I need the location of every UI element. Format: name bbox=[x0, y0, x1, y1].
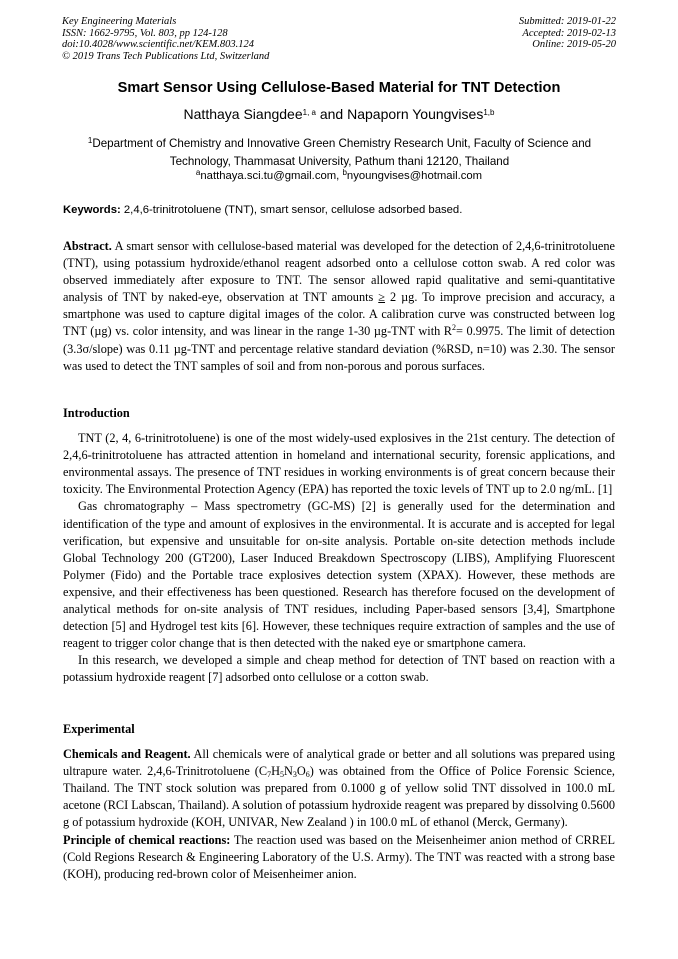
experimental-heading: Experimental bbox=[63, 722, 135, 736]
formula-sub-n: 3 bbox=[292, 770, 297, 780]
principle-text: The reaction used was based on the Meisenheimer anion method of CRREL (Cold Regions Research & Engineering Laboratory of the U.S. Army). The TNT was reacted with a strong base (KOH), producing red-brown color of Meisenheimer anion. bbox=[63, 832, 615, 881]
affiliation-mark: 1 bbox=[87, 136, 93, 145]
accepted-date: Accepted: 2019-02-13 bbox=[522, 27, 616, 39]
abstract-section bbox=[63, 238, 615, 375]
journal-doi: doi:10.4028/www.scientific.net/KEM.803.124 bbox=[62, 39, 254, 51]
experimental-section bbox=[63, 721, 615, 883]
abstract-paragraph bbox=[63, 238, 615, 375]
abstract-ge-symbol: ≥ bbox=[378, 290, 386, 305]
principle-label: Principle of chemical reactions: bbox=[63, 832, 231, 847]
author-2: Napaporn Youngvises bbox=[347, 106, 484, 122]
chemicals-text-1: All chemicals were of analytical grade or better and all solutions was prepared using ultrapure water. 2,4,6-Trinitrotoluene (C bbox=[63, 747, 615, 779]
journal-issn: ISSN: 1662-9795, Vol. 803, pp 124-128 bbox=[62, 27, 228, 39]
principle-paragraph bbox=[63, 832, 615, 883]
keywords-text: 2,4,6-trinitrotoluene (TNT), smart sensor, cellulose adsorbed based. bbox=[120, 204, 463, 216]
journal-header-left bbox=[62, 16, 269, 62]
introduction-paragraph-1: TNT (2, 4, 6-trinitrotoluene) is one of the most widely-used explosives in the 21st century. The detection of 2,4,6-trinitrotoluene has attracted attention in homeland and international security, forensic applications, and environmental assays. The presence of TNT residues in working environments is of great concern because their toxicity. The Environmental Protection Agency (EPA) has reported the toxic levels of TNT up to 2.0 ng/mL. [1] bbox=[63, 431, 615, 497]
introduction-paragraph-3: In this research, we developed a simple and cheap method for detection of TNT based on reaction with a potassium hydroxide reagent [7] adsorbed onto cellulose or a cotton swab. bbox=[63, 653, 615, 685]
chemicals-paragraph bbox=[63, 746, 615, 831]
affiliation-text: Department of Chemistry and Innovative Green Chemistry Research Unit, Faculty of Science and Technology, Thammasat University, Pathum thani 12120, Thailand bbox=[92, 137, 592, 168]
submitted-date: Submitted: 2019-01-22 bbox=[518, 16, 616, 27]
keywords bbox=[63, 204, 623, 216]
abstract-r2-sup: 2 bbox=[452, 323, 457, 333]
paper-title: Smart Sensor Using Cellulose-Based Material for TNT Detection bbox=[117, 80, 561, 96]
journal-copyright: © 2019 Trans Tech Publications Ltd, Switzerland bbox=[62, 50, 270, 62]
keywords-label: Keywords: bbox=[63, 204, 121, 216]
formula-sub-h: 5 bbox=[279, 770, 284, 780]
chemicals-text-2: ) was obtained from the Office of Police Forensic Science, Thailand. The TNT stock solution was prepared from 0.1000 g of yellow solid TNT dissolved in 100.0 mL acetone (RCI Labscan, Thailand). A solution of potassium hydroxide reagent was prepared by dissolving 0.5600 g of potassium hydroxide (KOH, UNIVAR, New Zealand ) in 100.0 mL of ethanol (Merck, Germany). bbox=[63, 764, 615, 830]
author-2-affiliation-mark: 1,b bbox=[483, 108, 495, 117]
author-line bbox=[0, 106, 678, 122]
abstract-text-1: A smart sensor with cellulose-based material was developed for the detection of 2,4,6-trinitrotoluene (TNT), using potassium hydroxide/ethanol reagent adsorbed onto a cellulose cotton swab. A red color was observed immediately after exposure to TNT. The sensor allowed rapid qualitative and semi-quantitative analysis of TNT by naked-eye, observation at TNT amounts bbox=[63, 239, 615, 305]
chemicals-label: Chemicals and Reagent. bbox=[63, 747, 191, 762]
online-date: Online: 2019-05-20 bbox=[532, 39, 616, 51]
introduction-paragraph-2: Gas chromatography – Mass spectrometry (GC-MS) [2] is generally used for the determination and identification of the type and amount of explosives in the environmental. It is accurate and is accepted for legal verification, but expensive and unsuitable for on-site analysis. Portable on-site detection methods include Global Technology 200 (GT200), Laser Induced Breakdown Spectroscopy (LIBS), Amplifying Fluorescent Polymer (Fido) and the Portable trace explosives detection system (XPAX). However, these methods are expensive, and their effectiveness has been questioned. Research has therefore focused on the development of analytical methods for on-site analysis of TNT residues, including Paper-based sensors [3,4], Smartphone detection [5] and Hydrogel test kits [6]. However, these techniques require extraction of samples and the use of reagent to trigger color change that is then detected with the naked eye or smartphone camera. bbox=[63, 499, 615, 651]
formula-o: O bbox=[296, 764, 306, 779]
formula-sub-c: 7 bbox=[267, 770, 272, 780]
introduction-section bbox=[63, 405, 615, 687]
introduction-heading: Introduction bbox=[63, 406, 130, 420]
author-emails bbox=[0, 168, 678, 182]
author-1-affiliation-mark: 1, a bbox=[302, 108, 316, 117]
author-1: Natthaya Siangdee bbox=[183, 106, 303, 122]
email-a-mark: a bbox=[195, 168, 201, 177]
email-b-mark: b bbox=[342, 168, 347, 177]
abstract-text-3: = 0.9975. The limit of detection (3.3σ/slope) was 0.11 µg-TNT and percentage relative standard deviation (%RSD, n=10) was 2.30. The sensor was used to detect the TNT samples of soil and from non-porous and porous surfaces. bbox=[63, 324, 615, 373]
journal-name: Key Engineering Materials bbox=[62, 16, 177, 27]
email-a: natthaya.sci.tu@gmail.com, bbox=[200, 170, 343, 182]
journal-header-right bbox=[519, 16, 616, 51]
abstract-text-2: 2 µg. To improve precision and accuracy, a smartphone was used to capture digital images of the color. A calibration curve was constructed between log TNT (µg) vs. color intensity, and was linear in the range 1-30 µg-TNT with R bbox=[63, 290, 615, 339]
abstract-label: Abstract. bbox=[63, 239, 112, 253]
formula-n: N bbox=[283, 764, 293, 779]
formula-h: H bbox=[271, 764, 280, 779]
affiliation bbox=[62, 132, 617, 171]
author-conjunction: and bbox=[315, 106, 348, 122]
formula-sub-o: 6 bbox=[305, 770, 310, 780]
email-b: nyoungvises@hotmail.com bbox=[346, 170, 483, 182]
